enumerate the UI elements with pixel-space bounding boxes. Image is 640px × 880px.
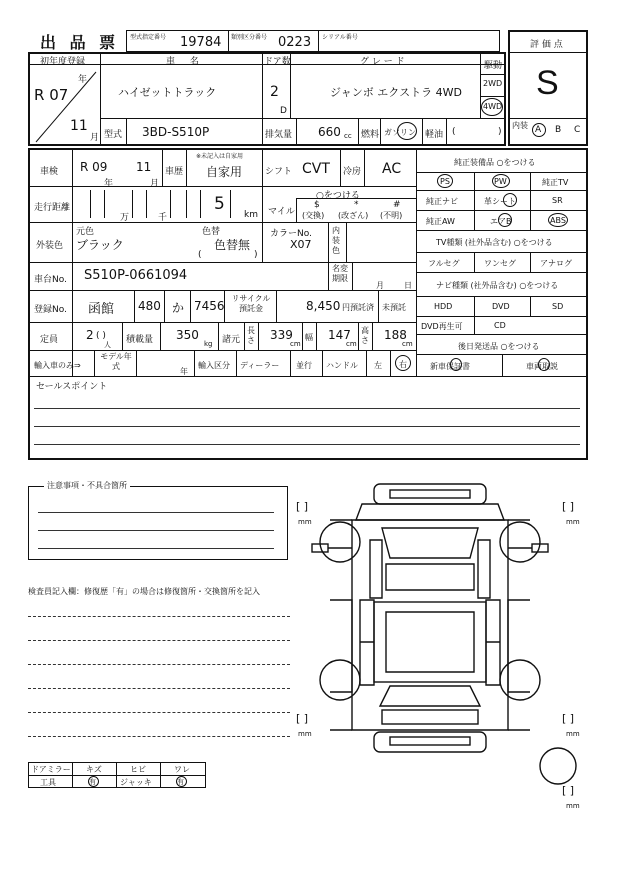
equipment-title: 純正装備品 ○をつける xyxy=(454,158,536,167)
tire-spare-mm: mm xyxy=(566,802,580,810)
navi-title: ナビ種類 (社外品含む) ○をつける xyxy=(436,281,559,290)
navi-dvd: DVD xyxy=(492,302,510,311)
hibi-label: ヒビ xyxy=(130,765,146,774)
load-label: 積載量 xyxy=(126,335,154,345)
chassis-value: S510P-0661094 xyxy=(84,268,188,283)
displacement-unit: cc xyxy=(344,132,352,140)
reg-number: 7456 xyxy=(194,299,225,313)
width-value: 147 xyxy=(328,328,351,342)
displacement: 660 xyxy=(318,125,341,139)
fuel-label: 燃料 xyxy=(361,130,380,140)
equip-navi: 純正ナビ xyxy=(426,197,458,206)
color-no-label: カラーNo. xyxy=(270,229,312,239)
handle-label: ハンドル xyxy=(326,361,358,370)
swap-hint: ○をつける xyxy=(316,191,360,201)
handle-right: 右 xyxy=(399,360,407,369)
reg-kana: か xyxy=(172,301,185,315)
tv-fullseg: フルセグ xyxy=(428,259,460,268)
tools-have: 有 xyxy=(89,778,96,786)
model-code: 19784 xyxy=(180,35,222,50)
form-title: 出 品 票 xyxy=(40,33,120,52)
dvd-playable: DVD再生可 xyxy=(421,322,463,331)
fuel-lightoil: 軽油 xyxy=(425,130,444,140)
shift-label: シフト xyxy=(265,167,293,177)
equip-aw: 純正AW xyxy=(426,217,455,226)
mileage-label: 走行距離 xyxy=(34,203,71,213)
reg-label: 登録No. xyxy=(34,305,67,315)
mileage-digit: 5 xyxy=(214,194,225,214)
length-label: 長さ xyxy=(247,326,255,345)
recycle-unit: 円預託済 xyxy=(342,303,374,312)
grade-label: グ レ ー ド xyxy=(360,57,405,67)
ac-value: AC xyxy=(382,161,402,177)
tire-rr-mm: mm xyxy=(566,730,580,738)
inspection-month-unit: 月 xyxy=(150,179,160,189)
first-reg-label: 初年度登録 xyxy=(40,57,86,67)
reg-area: 函館 xyxy=(88,302,115,317)
handle-left: 左 xyxy=(374,361,382,370)
model-type-label: 型式 xyxy=(104,130,123,140)
navi-sd: SD xyxy=(552,302,564,311)
equip-abs: ABS xyxy=(550,216,566,225)
jack-have: 有 xyxy=(177,778,184,786)
usage-note: ※未記入は自家用 xyxy=(196,153,244,160)
recycle-label: リサイクル預託金 xyxy=(231,294,271,313)
drive-4wd: 4WD xyxy=(483,102,503,111)
mileage-km: km xyxy=(244,210,258,220)
interior-color-label: 内装色 xyxy=(332,226,340,255)
height-value: 188 xyxy=(384,328,407,342)
length-unit: cm xyxy=(290,340,301,348)
height-unit: cm xyxy=(402,340,413,348)
usage-label: 車歴 xyxy=(165,167,184,177)
model-type: 3BD-S510P xyxy=(142,125,210,139)
class-code-label: 類別区分番号 xyxy=(231,34,268,41)
repaint-label: 色替 xyxy=(202,227,221,237)
navi-hdd: HDD xyxy=(434,302,453,311)
model-code-label: 型式指定番号 xyxy=(130,34,167,41)
shift-value: CVT xyxy=(302,161,330,177)
repaint-paren-close: ) xyxy=(254,250,258,260)
later-manual: 車両取説 xyxy=(526,362,558,371)
equip-pw: PW xyxy=(494,177,507,186)
unknown-text: (不明) xyxy=(380,211,403,220)
inspection-label: 車検 xyxy=(40,167,59,177)
tire-rr-bracket: [ ] xyxy=(562,712,575,725)
tire-rl-bracket: [ ] xyxy=(296,712,309,725)
model-year-unit: 年 xyxy=(180,367,188,376)
tv-oneseg: ワンセグ xyxy=(484,259,516,268)
drive-2wd: 2WD xyxy=(483,79,503,88)
mileage-man: 万 xyxy=(120,213,130,223)
import-label: 輸入車のみ⇒ xyxy=(34,361,81,370)
equip-tv: 純正TV xyxy=(542,178,569,187)
tire-fl-mm: mm xyxy=(298,518,312,526)
name-label: 車 名 xyxy=(166,57,205,67)
interior-b: B xyxy=(555,125,562,135)
tools-label: 工具 xyxy=(40,778,56,787)
equip-leather: 革シート xyxy=(484,197,516,206)
mileage-sen: 千 xyxy=(158,213,168,223)
tv-title: TV種類 (社外品含む) ○をつける xyxy=(436,238,553,247)
drive-label: 駆動 xyxy=(484,61,503,71)
width-unit: cm xyxy=(346,340,357,348)
inspection-year: R 09 xyxy=(80,160,108,174)
capacity-paren: ( ) xyxy=(96,331,106,341)
interior-label: 内装 xyxy=(512,121,528,130)
door-mirror-label: ドアミラー xyxy=(31,765,71,774)
name-change-month: 月 xyxy=(376,281,384,290)
mile-label: マイル xyxy=(268,207,295,217)
sales-point-label: セールスポイント xyxy=(36,382,108,392)
jack-label: ジャッキ xyxy=(120,778,152,787)
width-label: 幅 xyxy=(305,333,313,342)
swap-dollar: $ xyxy=(314,200,320,210)
recycle-value: 8,450 xyxy=(306,299,341,313)
kizu-label: キズ xyxy=(86,765,102,774)
tire-fr-mm: mm xyxy=(566,518,580,526)
repaint-paren: ( xyxy=(198,250,202,260)
tamper-text: (改ざん) xyxy=(338,211,369,220)
capacity-label: 定員 xyxy=(40,335,59,345)
tire-fl-bracket: [ ] xyxy=(296,500,309,513)
later-warranty: 新車保証書 xyxy=(430,362,470,371)
cd-label: CD xyxy=(494,321,506,330)
first-reg-month: 11 xyxy=(70,118,88,134)
color-label: 外装色 xyxy=(36,241,64,251)
doors-label: ドア数 xyxy=(264,57,291,67)
inspector-label: 検査員記入欄：修復歴「有」の場合は修復箇所・交換箇所を記入 xyxy=(28,587,260,596)
displacement-label: 排気量 xyxy=(265,130,293,140)
model-year-label: モデル年式 xyxy=(100,352,132,371)
color-value: ブラック xyxy=(76,238,124,252)
repaint-value: 色替無 xyxy=(214,238,251,252)
tire-spare-bracket: [ ] xyxy=(562,784,575,797)
month-unit: 月 xyxy=(90,133,100,143)
ac-label: 冷房 xyxy=(343,167,362,177)
interior-a: A xyxy=(535,125,542,135)
equip-ps: PS xyxy=(440,177,450,186)
recycle-unpaid: 未預託 xyxy=(382,303,406,312)
inspection-month: 11 xyxy=(136,160,152,174)
capacity-unit: 人 xyxy=(104,341,111,349)
length-value: 339 xyxy=(270,328,293,342)
unknown-hash: # xyxy=(393,200,401,210)
color-no-value: X07 xyxy=(290,238,312,251)
orig-color-label: 元色 xyxy=(76,227,95,237)
load-value: 350 xyxy=(176,328,199,342)
fuel-gasoline: ガソリン xyxy=(384,128,416,137)
inspection-year-unit: 年 xyxy=(104,179,114,189)
swap-text: (交換) xyxy=(302,211,325,220)
tire-rl-mm: mm xyxy=(298,730,312,738)
import-class-label: 輸入区分 xyxy=(198,361,230,370)
score-label: 評 価 点 xyxy=(530,40,563,50)
car-diagram xyxy=(290,480,590,810)
equip-sr: SR xyxy=(552,196,563,205)
name-change-day: 日 xyxy=(404,281,412,290)
dealer-option: ディーラー xyxy=(240,361,280,370)
year-unit: 年 xyxy=(78,75,88,85)
tire-fr-bracket: [ ] xyxy=(562,500,575,513)
caution-label: 注意事項・不具合箇所 xyxy=(44,480,130,491)
capacity-value: 2 xyxy=(86,328,94,342)
first-reg-year: R 07 xyxy=(34,86,69,104)
fuel-paren: ( xyxy=(452,127,456,137)
interior-c: C xyxy=(574,125,581,135)
chassis-label: 車台No. xyxy=(34,275,67,285)
reg-class: 480 xyxy=(138,299,161,313)
doors-suffix: D xyxy=(280,106,287,116)
ware-label: ワレ xyxy=(174,765,190,774)
grade-score: S xyxy=(536,64,559,102)
equip-airbag: エアB xyxy=(490,217,512,226)
tv-analog: アナログ xyxy=(540,259,572,268)
tamper-star: * xyxy=(354,200,359,210)
dims-label: 諸元 xyxy=(222,335,241,345)
fuel-paren-close: ) xyxy=(498,127,502,137)
height-label: 高さ xyxy=(361,326,369,345)
grade-value: ジャンボ エクストラ 4WD xyxy=(330,86,463,99)
parallel-option: 並行 xyxy=(296,361,312,370)
name-change-label: 名変期限 xyxy=(332,264,348,283)
doors-value: 2 xyxy=(270,84,279,100)
later-title: 後日発送品 ○をつける xyxy=(458,342,540,351)
load-unit: kg xyxy=(204,340,213,348)
serial-label: シリアル番号 xyxy=(322,34,358,41)
usage-value: 自家用 xyxy=(206,165,243,179)
vehicle-name: ハイゼットトラック xyxy=(118,86,217,99)
class-code: 0223 xyxy=(278,35,312,50)
